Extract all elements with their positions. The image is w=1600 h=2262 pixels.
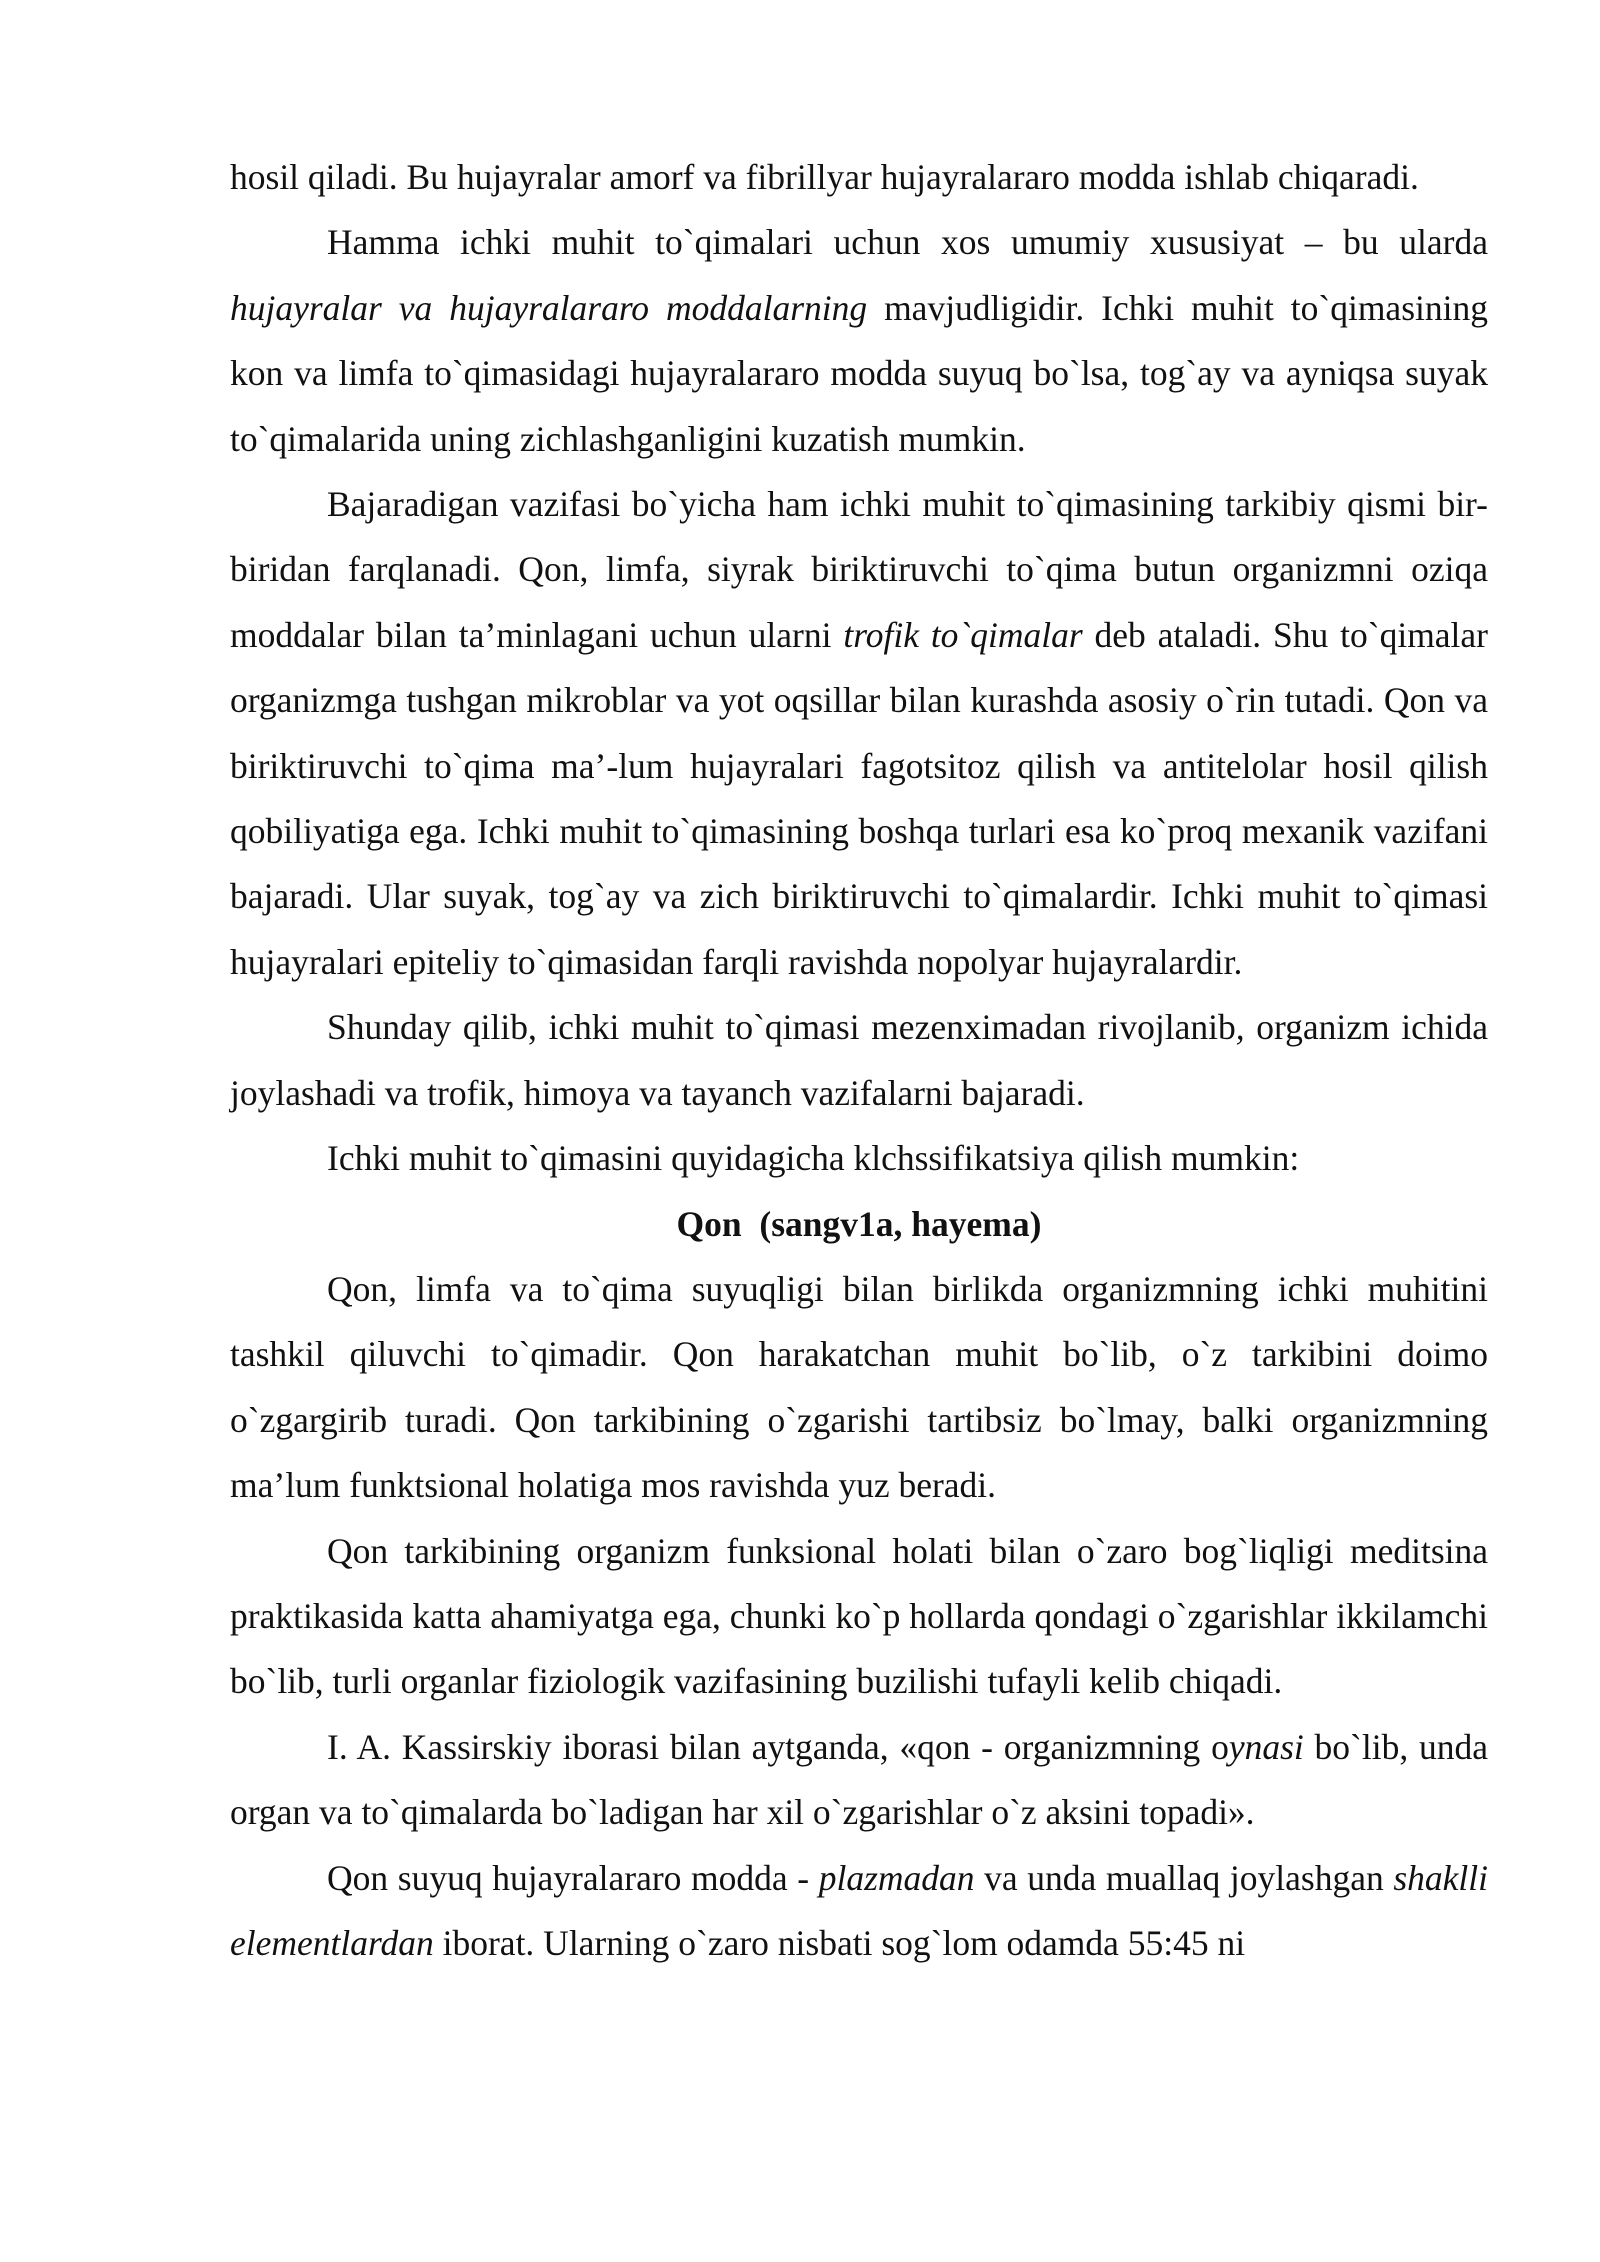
paragraph	[230, 472, 1488, 995]
paragraph	[230, 1846, 1488, 1977]
text-run: Qon suyuq hujayralararo modda -	[327, 1857, 819, 1898]
italic-comma: ,	[1235, 1007, 1245, 1048]
text-run: va unda muallaq joylashgan	[974, 1857, 1394, 1898]
italic-term: plazmadan	[818, 1857, 975, 1898]
text-run: bo`lib, unda organ va to`qimalarda bo`ladigan har xil o`zgarishlar o`z aksini topadi».	[230, 1726, 1488, 1833]
italic-term: ynasi	[1228, 1726, 1304, 1767]
paragraph	[230, 1126, 1488, 1191]
text-run: Qon tarkibining organizm funksional holati bilan o`zaro bog`liqligi meditsina praktikasida katta ahamiyatga ega, chunki ko`p hollarda qondagi o`zgarishlar ikkilamchi bo`lib, turli organlar fiziologik vazifasining buzilishi tufayli kelib chiqadi.	[230, 1530, 1488, 1702]
paragraph	[230, 145, 1488, 210]
text-run: Ichki muhit to`qimasini quyidagicha klchssifikatsiya qilish mumkin:	[327, 1138, 1300, 1179]
text-run: deb ataladi. Shu to`qimalar organizmga tushgan mikroblar va yot oqsillar bilan kurashda asosiy o`rin tutadi. Qon va biriktiruvchi to`qima ma’-lum hujayralari fagotsitoz qilish va antitelolar hosil qilish qobiliyatiga ega. Ichki muhit to`qimasining boshqa turlari esa ko`proq mexanik vazifani bajaradi. Ular suyak, tog`ay va zich biriktiruvchi to`qimalardir. Ichki muhit to`qimasi hujayralari epiteliy to`qimasidan farqli ravishda nopolyar hujayralardir.	[230, 614, 1488, 982]
paragraph	[230, 1519, 1488, 1715]
paragraph	[230, 995, 1488, 1126]
section-heading: Qon (sangv1a, hayema)	[676, 1203, 1042, 1244]
text-run: Shunday qilib, ichki muhit to`qimasi mezenximadan rivojlanib	[327, 1007, 1236, 1048]
italic-term: hujayralar va hujayralararo moddalarning	[230, 287, 868, 328]
text-run: organizm ichida joylashadi va trofik, himoya va tayanch vazifalarni bajaradi.	[230, 1007, 1488, 1113]
text-run: iborat. Ularning o`zaro nisbati sog`lom odamda 55:45 ni	[433, 1922, 1246, 1963]
paragraph	[230, 1715, 1488, 1846]
italic-term: trofik to`qimalar	[843, 614, 1083, 655]
italic-term: shaklli elementlardan	[230, 1857, 1488, 1963]
text-run: mavjudligidir. Ichki muhit to`qimasining kon va limfa to`qimasidagi hujayralararo modda suyuq bo`lsa, tog`ay va ayniqsa suyak to`qimalarida uning zichlashganligini kuzatish mumkin.	[230, 287, 1488, 459]
text-run: hosil qiladi. Bu hujayralar amorf va fibrillyar hujayralararo modda ishlab chiqaradi.	[230, 157, 1419, 197]
text-run: Bajaradigan vazifasi bo`yicha ham ichki muhit to`qimasining tarkibiy qismi bir-biridan farqlanadi. Qon, limfa, siyrak biriktiruvchi to`qima butun organizmni oziqa moddalar bilan ta’minlagani uchun ularni	[230, 484, 1488, 655]
paragraph	[230, 1257, 1488, 1519]
text-run: Hamma ichki muhit to`qimalari uchun xos umumiy xususiyat – bu ularda	[327, 222, 1488, 263]
paragraph	[230, 210, 1488, 472]
text-run: Qon, limfa va to`qima suyuqligi bilan birlikda organizmning ichki muhitini tashkil qiluvchi to`qimadir. Qon harakatchan muhit bo`lib, o`z tarkibini doimo o`zgargirib turadi. Qon tarkibining o`zgarishi tartibsiz bo`lmay, balki organizmning ma’lum funktsional holatiga mos ravishda yuz beradi.	[230, 1268, 1488, 1506]
document-page	[230, 145, 1488, 1976]
text-run: I. A. Kassirskiy iborasi bilan aytganda, «qon - organizmning o	[327, 1726, 1229, 1767]
